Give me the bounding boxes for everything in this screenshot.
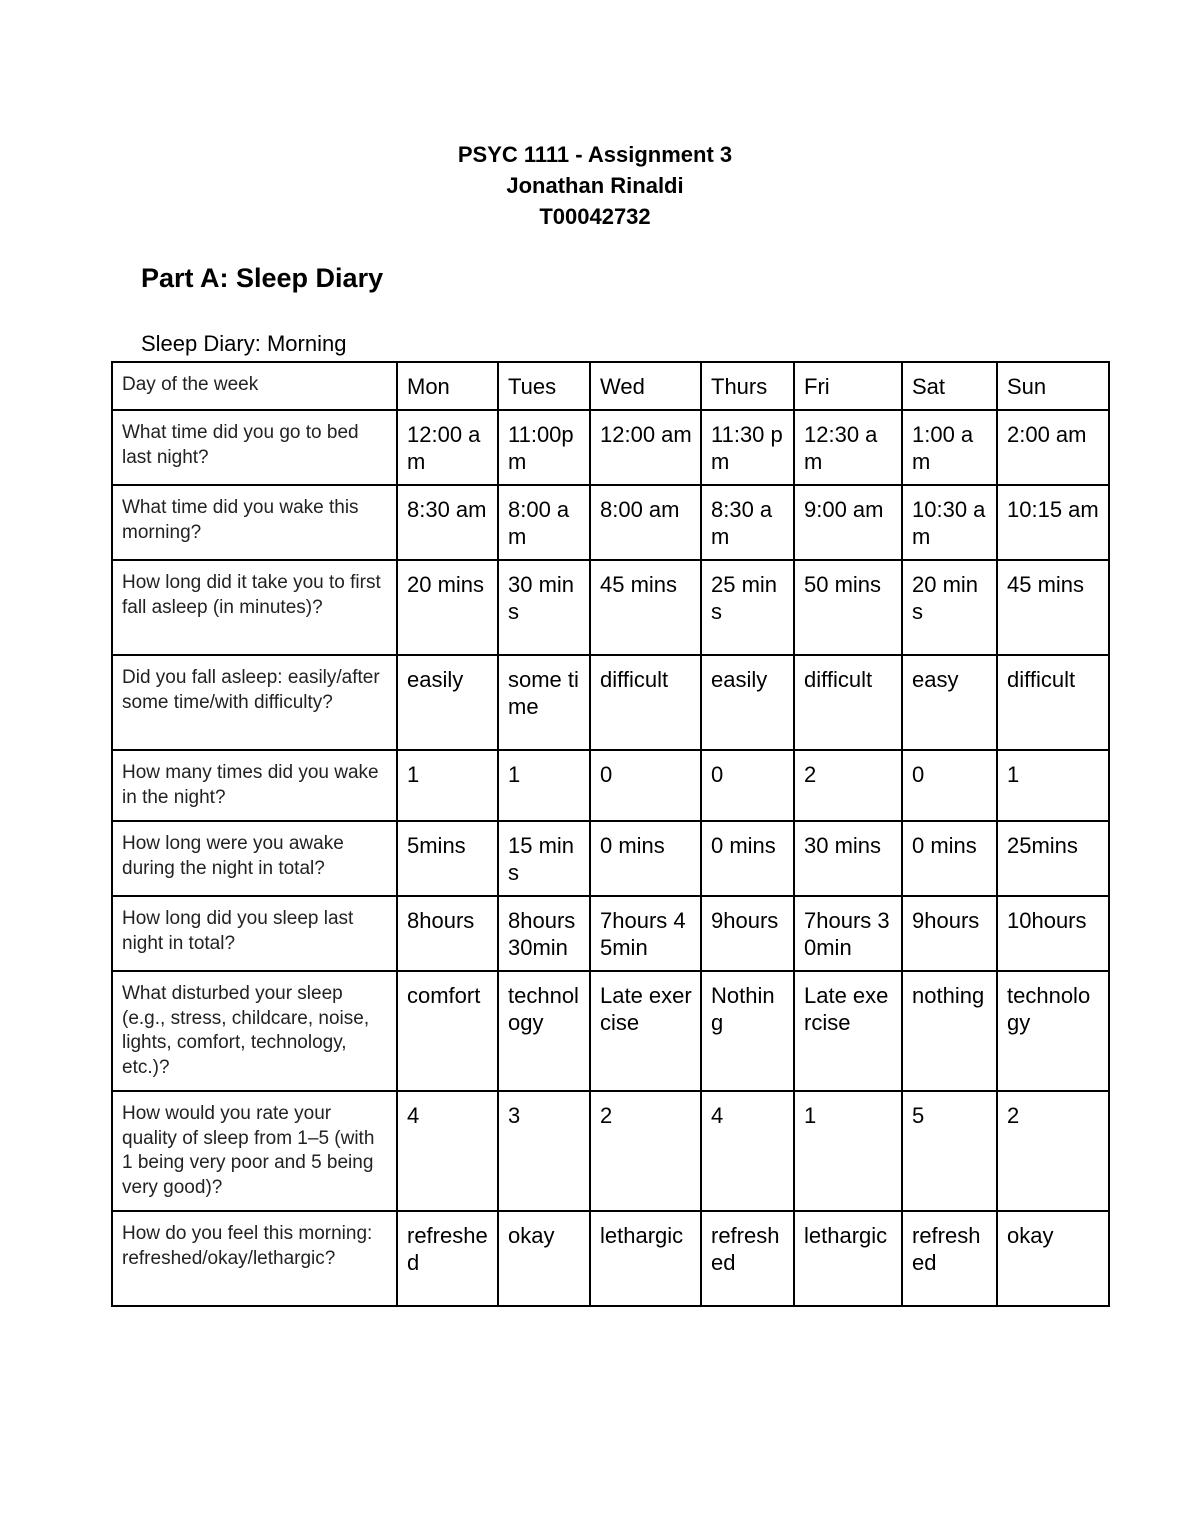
value-cell: 4 xyxy=(397,1091,498,1211)
value-cell: 50 mins xyxy=(794,560,902,655)
value-cell: 11:30 pm xyxy=(701,410,794,485)
value-cell: 2 xyxy=(794,750,902,821)
value-cell: 2 xyxy=(590,1091,701,1211)
value-cell: technology xyxy=(498,971,590,1091)
question-cell: What time did you go to bed last night? xyxy=(112,410,397,485)
table-row xyxy=(112,896,1109,971)
value-cell: difficult xyxy=(794,655,902,750)
value-cell: 1 xyxy=(397,750,498,821)
table-caption: Sleep Diary: Morning xyxy=(141,331,347,356)
table-row xyxy=(112,655,1109,750)
value-cell: lethargic xyxy=(794,1211,902,1306)
value-cell: 0 mins xyxy=(902,821,997,896)
table-row xyxy=(112,971,1109,1091)
question-cell: Did you fall asleep: easily/after some time/with difficulty? xyxy=(112,655,397,750)
student-id: T00042732 xyxy=(539,204,651,229)
value-cell: 0 xyxy=(902,750,997,821)
value-cell: 1 xyxy=(498,750,590,821)
value-cell: refreshed xyxy=(902,1211,997,1306)
value-cell: 25 mins xyxy=(701,560,794,655)
value-cell: okay xyxy=(498,1211,590,1306)
value-cell: 7hours 30min xyxy=(794,896,902,971)
value-cell: difficult xyxy=(997,655,1109,750)
document-header xyxy=(0,139,1190,232)
value-cell: okay xyxy=(997,1211,1109,1306)
value-cell: 12:00 am xyxy=(590,410,701,485)
value-cell: Late exercise xyxy=(794,971,902,1091)
day-cell-thurs: Thurs xyxy=(701,362,794,410)
value-cell: 45 mins xyxy=(590,560,701,655)
value-cell: 11:00pm xyxy=(498,410,590,485)
value-cell: 5 xyxy=(902,1091,997,1211)
value-cell: Nothing xyxy=(701,971,794,1091)
course-title: PSYC 1111 - Assignment 3 xyxy=(457,142,733,167)
value-cell: 8hours xyxy=(397,896,498,971)
value-cell: 30 mins xyxy=(794,821,902,896)
value-cell: 15 mins xyxy=(498,821,590,896)
student-name: Jonathan Rinaldi xyxy=(506,173,684,198)
value-cell: 9:00 am xyxy=(794,485,902,560)
value-cell: easily xyxy=(701,655,794,750)
day-cell-tues: Tues xyxy=(498,362,590,410)
question-cell: How long did it take you to first fall asleep (in minutes)? xyxy=(112,560,397,655)
value-cell: 45 mins xyxy=(997,560,1109,655)
value-cell: 1 xyxy=(997,750,1109,821)
value-cell: 0 xyxy=(701,750,794,821)
value-cell: 0 xyxy=(590,750,701,821)
value-cell: some time xyxy=(498,655,590,750)
value-cell: easily xyxy=(397,655,498,750)
value-cell: 2:00 am xyxy=(997,410,1109,485)
table-row xyxy=(112,560,1109,655)
table-row xyxy=(112,1091,1109,1211)
value-cell: Late exercise xyxy=(590,971,701,1091)
value-cell: 9hours xyxy=(902,896,997,971)
value-cell: 7hours 45min xyxy=(590,896,701,971)
value-cell: 2 xyxy=(997,1091,1109,1211)
question-cell: What disturbed your sleep (e.g., stress, childcare, noise, lights, comfort, technology, etc.)? xyxy=(112,971,397,1091)
value-cell: refreshed xyxy=(397,1211,498,1306)
day-cell-fri: Fri xyxy=(794,362,902,410)
value-cell: 8:00 am xyxy=(498,485,590,560)
value-cell: 8:00 am xyxy=(590,485,701,560)
value-cell: 8hours 30min xyxy=(498,896,590,971)
table-row xyxy=(112,821,1109,896)
table-row xyxy=(112,1211,1109,1306)
value-cell: 20 mins xyxy=(902,560,997,655)
table-row xyxy=(112,485,1109,560)
section-title: Part A: Sleep Diary xyxy=(141,263,384,293)
value-cell: 20 mins xyxy=(397,560,498,655)
value-cell: lethargic xyxy=(590,1211,701,1306)
question-cell: What time did you wake this morning? xyxy=(112,485,397,560)
question-cell: How many times did you wake in the night? xyxy=(112,750,397,821)
value-cell: nothing xyxy=(902,971,997,1091)
value-cell: 0 mins xyxy=(701,821,794,896)
question-cell: How long did you sleep last night in total? xyxy=(112,896,397,971)
value-cell: technology xyxy=(997,971,1109,1091)
day-cell-mon: Mon xyxy=(397,362,498,410)
value-cell: 30 mins xyxy=(498,560,590,655)
value-cell: 10:15 am xyxy=(997,485,1109,560)
value-cell: 10hours xyxy=(997,896,1109,971)
value-cell: 10:30 am xyxy=(902,485,997,560)
day-cell-sat: Sat xyxy=(902,362,997,410)
value-cell: 12:00 am xyxy=(397,410,498,485)
value-cell: 12:30 am xyxy=(794,410,902,485)
value-cell: 9hours xyxy=(701,896,794,971)
day-cell-wed: Wed xyxy=(590,362,701,410)
value-cell: 1:00 am xyxy=(902,410,997,485)
value-cell: 1 xyxy=(794,1091,902,1211)
value-cell: 5mins xyxy=(397,821,498,896)
value-cell: refreshed xyxy=(701,1211,794,1306)
sleep-diary-table xyxy=(111,361,1110,1307)
value-cell: 4 xyxy=(701,1091,794,1211)
value-cell: easy xyxy=(902,655,997,750)
value-cell: 8:30 am xyxy=(397,485,498,560)
question-cell: How long were you awake during the night in total? xyxy=(112,821,397,896)
value-cell: 3 xyxy=(498,1091,590,1211)
day-cell-sun: Sun xyxy=(997,362,1109,410)
table-row xyxy=(112,750,1109,821)
table-row xyxy=(112,410,1109,485)
question-cell: How do you feel this morning: refreshed/okay/lethargic? xyxy=(112,1211,397,1306)
table-header-row xyxy=(112,362,1109,410)
value-cell: 0 mins xyxy=(590,821,701,896)
header-label-cell: Day of the week xyxy=(112,362,397,410)
value-cell: comfort xyxy=(397,971,498,1091)
value-cell: 8:30 am xyxy=(701,485,794,560)
value-cell: difficult xyxy=(590,655,701,750)
question-cell: How would you rate your quality of sleep from 1–5 (with 1 being very poor and 5 being very good)? xyxy=(112,1091,397,1211)
value-cell: 25mins xyxy=(997,821,1109,896)
